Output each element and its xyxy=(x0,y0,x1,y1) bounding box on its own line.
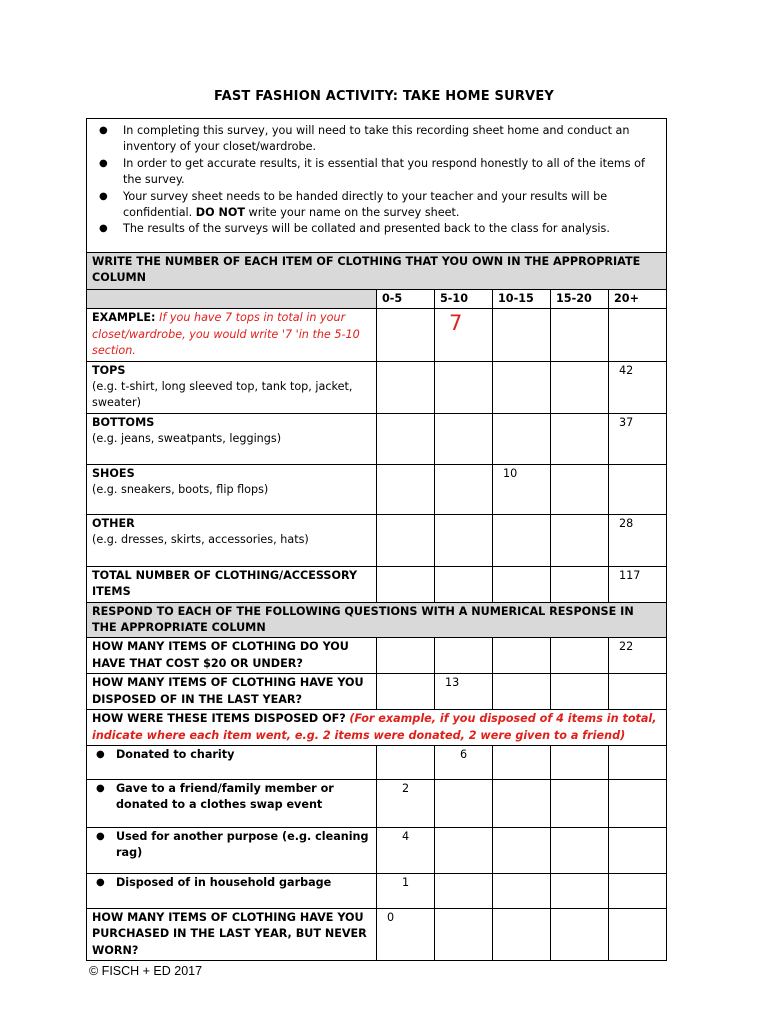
question-value: 1 xyxy=(377,873,435,908)
question-label: HOW MANY ITEMS OF CLOTHING HAVE YOU DISPOSED OF IN THE LAST YEAR? xyxy=(87,674,377,710)
row-desc: (e.g. jeans, sweatpants, leggings) xyxy=(92,432,282,446)
row-desc: (e.g. t-shirt, long sleeved top, tank top, jacket, sweater) xyxy=(92,380,353,410)
question-value: 6 xyxy=(435,745,493,779)
row-label: TOTAL NUMBER OF CLOTHING/ACCESSORY ITEMS xyxy=(87,566,377,602)
bottoms-row xyxy=(87,413,667,464)
copyright-footer: © FISCH + ED 2017 xyxy=(89,964,203,978)
row-label: TOPS xyxy=(92,363,126,377)
instruction-item: ● In order to get accurate results, it is essential that you respond honestly to all of the items of the survey. xyxy=(93,156,660,189)
question-label: HOW MANY ITEMS OF CLOTHING DO YOU HAVE THAT COST $20 OR UNDER? xyxy=(87,638,377,674)
other-row xyxy=(87,514,667,566)
disposed-row xyxy=(87,674,667,710)
row-label: SHOES xyxy=(92,466,135,480)
column-header: 5-10 xyxy=(435,290,493,309)
example-text: If you have 7 tops in total in your closet/wardrobe, you would write '7 'in the 5-10 section. xyxy=(92,311,360,358)
question-label: HOW WERE THESE ITEMS DISPOSED OF? xyxy=(92,712,346,726)
instruction-item: ● Your survey sheet needs to be handed directly to your teacher and your results will be confidential. DO NOT write your name on the survey sheet. xyxy=(93,189,660,222)
unworn-row xyxy=(87,908,667,960)
section1-header: WRITE THE NUMBER OF EACH ITEM OF CLOTHING THAT YOU OWN IN THE APPROPRIATE COLUMN xyxy=(87,253,667,290)
row-label: BOTTOMS xyxy=(92,415,155,429)
purpose-row xyxy=(87,827,667,873)
section2-header: RESPOND TO EACH OF THE FOLLOWING QUESTIONS WITH A NUMERICAL RESPONSE IN THE APPROPRIATE COLUMN xyxy=(87,602,667,638)
survey-table-wrapper xyxy=(86,118,666,961)
example-row xyxy=(87,309,667,361)
instruction-item: ● The results of the surveys will be collated and presented back to the class for analysis. xyxy=(93,221,660,237)
page-title: FAST FASHION ACTIVITY: TAKE HOME SURVEY xyxy=(213,89,555,104)
instructions-list xyxy=(93,119,660,240)
column-header: 10-15 xyxy=(493,290,551,309)
example-value: 7 xyxy=(435,309,493,361)
question-label: HOW MANY ITEMS OF CLOTHING HAVE YOU PURCHASED IN THE LAST YEAR, BUT NEVER WORN? xyxy=(87,908,377,960)
row-desc: (e.g. sneakers, boots, flip flops) xyxy=(92,483,269,497)
column-header: 20+ xyxy=(609,290,667,309)
row-desc: (e.g. dresses, skirts, accessories, hats) xyxy=(92,533,309,547)
row-value: 10 xyxy=(493,464,551,514)
garbage-row xyxy=(87,873,667,908)
disposal-item: ● Gave to a friend/family member or donated to a clothes swap event xyxy=(92,781,371,814)
instructions-row xyxy=(87,119,667,253)
disposal-item: ● Disposed of in household garbage xyxy=(92,875,371,891)
row-value: 42 xyxy=(609,361,667,413)
how-disposed-row xyxy=(87,710,667,746)
example-label: EXAMPLE: xyxy=(92,311,156,325)
question-value: 4 xyxy=(377,827,435,873)
cost-row xyxy=(87,638,667,674)
charity-row xyxy=(87,745,667,779)
question-value: 13 xyxy=(435,674,493,710)
row-label: OTHER xyxy=(92,516,135,530)
row-value: 28 xyxy=(609,514,667,566)
column-header: 0-5 xyxy=(377,290,435,309)
shoes-row xyxy=(87,464,667,514)
disposal-item: ● Used for another purpose (e.g. cleaning rag) xyxy=(92,829,371,862)
instruction-item: ● In completing this survey, you will need to take this recording sheet home and conduct an inventory of your closet/wardrobe. xyxy=(93,123,660,156)
survey-table xyxy=(86,118,667,961)
section1-header-row xyxy=(87,253,667,290)
question-note: (For example, if you disposed of 4 items in total, indicate where each item went, e.g. 2 items were donated, 2 were given to a friend) xyxy=(92,712,657,742)
column-header-row xyxy=(87,290,667,309)
row-value: 37 xyxy=(609,413,667,464)
column-header: 15-20 xyxy=(551,290,609,309)
tops-row xyxy=(87,361,667,413)
question-value: 22 xyxy=(609,638,667,674)
friend-row xyxy=(87,779,667,827)
section2-header-row xyxy=(87,602,667,638)
disposal-item: ● Donated to charity xyxy=(92,747,371,763)
question-value: 0 xyxy=(377,908,435,960)
question-value: 2 xyxy=(377,779,435,827)
row-value: 117 xyxy=(609,566,667,602)
total-row xyxy=(87,566,667,602)
